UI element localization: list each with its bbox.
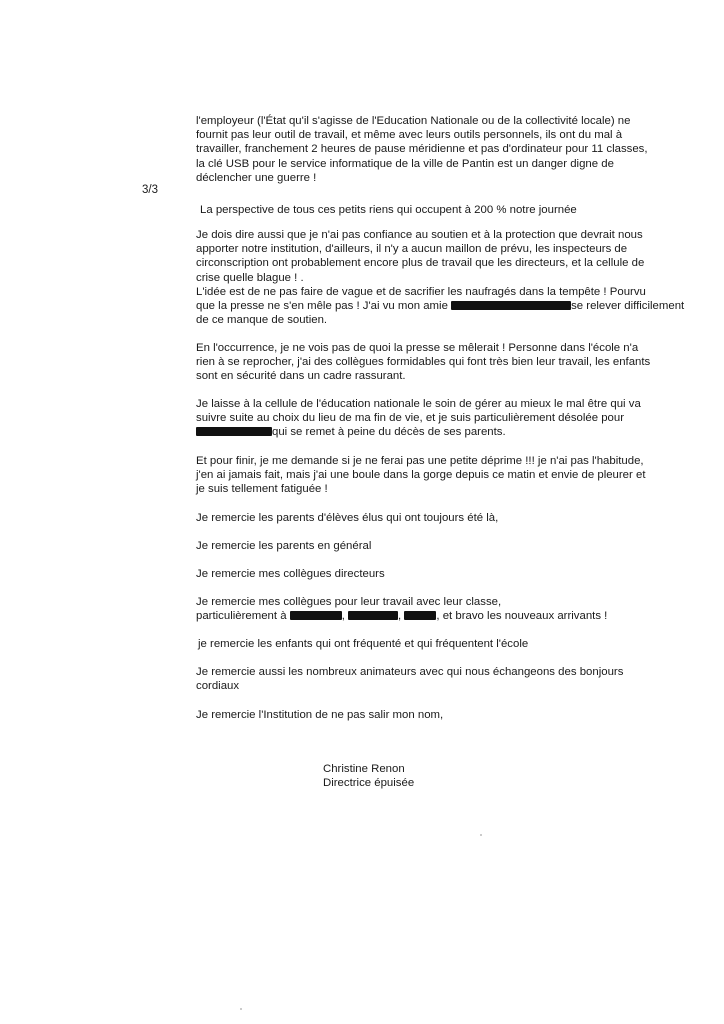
paragraph-cell <box>196 397 641 440</box>
text-line: se relever difficilement <box>571 300 685 313</box>
paragraph-final <box>196 454 645 497</box>
paragraph-occurrence <box>196 341 650 384</box>
text-line: déclencher une guerre ! <box>196 171 317 184</box>
thanks-colleagues: Je remercie mes collègues pour leur travail avec leur classe, particulièrement à , , , et bravo les nouveaux arrivants ! <box>196 596 608 623</box>
text-line: crise quelle blague ! . <box>196 271 304 284</box>
text-line: apporter notre institution, d'ailleurs, il n'y a aucun maillon de prévu, les inspecteurs de <box>196 243 628 256</box>
redaction-mark <box>290 611 342 620</box>
text-line: En l'occurrence, je ne vois pas de quoi la presse se mêlerait ! Personne dans l'école n'a <box>196 342 639 354</box>
text-line: rien à se reprocher, j'ai des collègues formidables qui font très bien leur travail, les enfants <box>196 356 651 369</box>
text-line: particulièrement à <box>196 610 290 623</box>
signature-name: Christine Renon <box>323 763 405 775</box>
thanks-children: je remercie les enfants qui ont fréquenté et qui fréquentent l'école <box>198 638 529 650</box>
text-line: circonscription ont probablement encore plus de travail que les directeurs, et la cellule de <box>196 257 645 270</box>
text-line: Je remercie mes collègues pour leur travail avec leur classe, <box>196 596 502 608</box>
signature-title: Directrice épuisée <box>323 777 415 790</box>
text-line: cordiaux <box>196 680 240 693</box>
redaction-mark <box>348 611 398 620</box>
text-line: Je remercie aussi les nombreux animateurs avec qui nous échangeons des bonjours <box>196 666 624 678</box>
paragraph-support <box>196 228 684 327</box>
text-line: suivre suite au choix du lieu de ma fin de vie, et je suis particulièrement désolée pour <box>196 412 625 425</box>
thanks-institution: Je remercie l'Institution de ne pas salir mon nom, <box>196 709 444 721</box>
scan-speck <box>240 1008 242 1010</box>
text-line: de ce manque de soutien. <box>196 314 328 327</box>
text-line: Je dois dire aussi que je n'ai pas confiance au soutien et à la protection que devrait nous <box>196 229 643 241</box>
text-line: travailler, franchement 2 heures de pause méridienne et pas d'ordinateur pour 11 classes, <box>196 143 648 156</box>
text-line: j'en ai jamais fait, mais j'ai une boule dans la gorge depuis ce matin et envie de pleurer et <box>196 469 646 482</box>
redaction-mark <box>196 427 272 436</box>
text-line: sont en sécurité dans un cadre rassurant. <box>196 370 406 383</box>
text-line: , et bravo les nouveaux arrivants ! <box>436 610 608 623</box>
text-line: l'employeur (l'État qu'il s'agisse de l'Education Nationale ou de la collectivité locale) ne <box>196 115 631 127</box>
thanks-parents-elected: Je remercie les parents d'élèves élus qui ont toujours été là, <box>196 512 499 524</box>
thanks-animators <box>196 665 623 693</box>
text-line: L'idée est de ne pas faire de vague et de sacrifier les naufragés dans la tempête ! Pourvu <box>196 285 646 298</box>
thanks-directors: Je remercie mes collègues directeurs <box>196 568 385 580</box>
paragraph-intro <box>196 114 648 185</box>
text-line: qui se remet à peine du décès de ses parents. <box>272 426 506 439</box>
thanks-parents: Je remercie les parents en général <box>196 540 372 552</box>
text-line: Et pour finir, je me demande si je ne ferai pas une petite déprime !!! je n'ai pas l'habitude, <box>196 455 644 467</box>
redaction-mark <box>404 611 436 620</box>
redaction-mark <box>451 301 571 310</box>
paragraph-perspective: La perspective de tous ces petits riens qui occupent à 200 % notre journée <box>200 204 577 216</box>
text-line: je suis tellement fatiguée ! <box>196 483 328 496</box>
signature-block <box>323 762 414 790</box>
text-line: Je laisse à la cellule de l'éducation nationale le soin de gérer au mieux le mal être qui va <box>196 398 641 410</box>
scan-speck <box>480 834 482 836</box>
page-number: 3/3 <box>142 184 158 196</box>
text-line: fournit pas leur outil de travail, et même avec leurs outils personnels, ils ont du mal à <box>196 129 623 142</box>
text-line: la clé USB pour le service informatique de la ville de Pantin est un danger digne de <box>196 157 614 170</box>
text-line: que la presse ne s'en mêle pas ! J'ai vu mon amie <box>196 300 452 313</box>
